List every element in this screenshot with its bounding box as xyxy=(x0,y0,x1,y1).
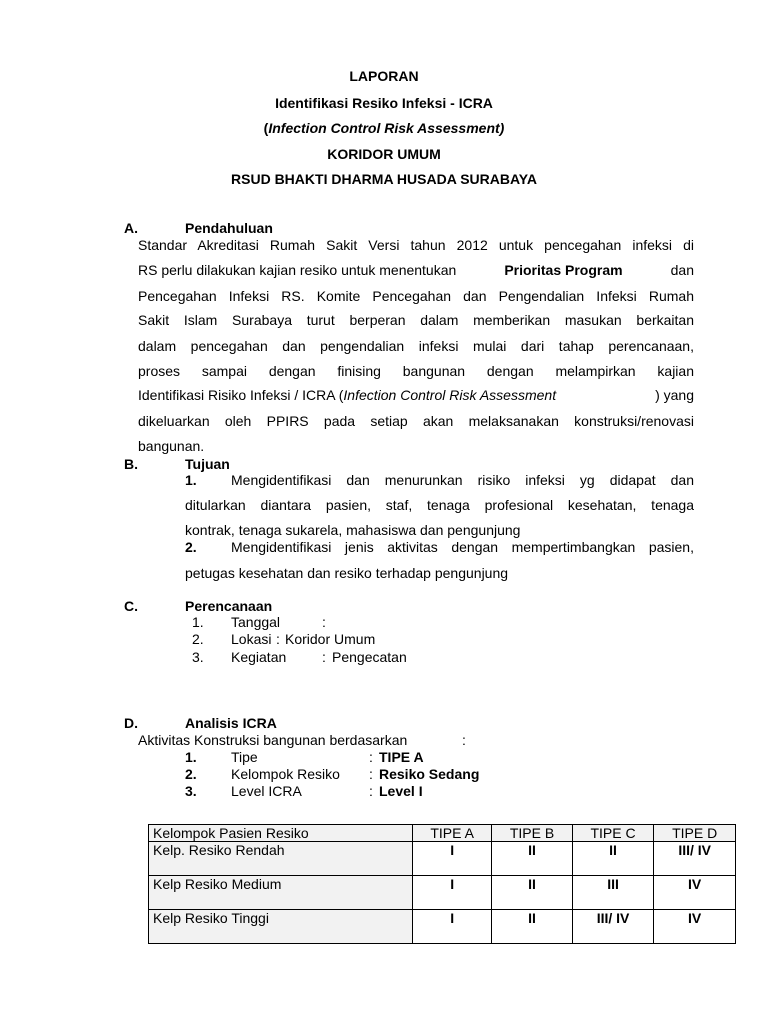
section-c-heading: Perencanaan xyxy=(185,598,273,614)
plan-1-separator: : xyxy=(322,614,326,630)
table-cell: I xyxy=(413,876,492,910)
table-cell: III/ IV xyxy=(572,910,654,944)
analysis-intro-separator: : xyxy=(462,732,466,748)
italic-phrase: Infection Control Risk Assessment xyxy=(343,387,557,403)
location-title: KORIDOR UMUM xyxy=(327,146,441,162)
plan-1-number: 1. xyxy=(192,614,204,630)
analysis-1-number: 1. xyxy=(185,749,197,765)
analysis-3-label: Level ICRA xyxy=(231,783,302,799)
table-cell: II xyxy=(492,910,572,944)
table-cell: III/ IV xyxy=(654,842,736,876)
section-a-letter: A. xyxy=(124,220,138,236)
plan-2-number: 2. xyxy=(192,631,204,647)
analysis-2-value: Resiko Sedang xyxy=(379,766,480,782)
tujuan-1-line-2: ditularkan diantara pasien, staf, tenaga profesional kesehatan, tenaga xyxy=(185,497,694,513)
section-d-heading: Analisis ICRA xyxy=(185,715,277,731)
table-cell: Kelp Resiko Tinggi xyxy=(149,910,413,944)
analysis-2-number: 2. xyxy=(185,766,197,782)
section-b-heading: Tujuan xyxy=(185,456,230,472)
table-cell: I xyxy=(413,910,492,944)
table-header-cell: TIPE A xyxy=(413,825,492,842)
subtitle-italic: Infection Control Risk Assessment) xyxy=(268,120,505,136)
plan-2-label: Lokasi xyxy=(231,631,272,647)
analysis-3-separator: : xyxy=(369,783,373,799)
section-d-letter: D. xyxy=(124,715,138,731)
table-row xyxy=(149,876,736,910)
analysis-3-number: 3. xyxy=(185,783,197,799)
table-row xyxy=(149,842,736,876)
table-header-cell: TIPE B xyxy=(492,825,572,842)
plan-2-value: Koridor Umum xyxy=(285,631,376,647)
table-cell: II xyxy=(572,842,654,876)
plan-2-separator: : xyxy=(276,631,280,647)
section-a-line-1: Standar Akreditasi Rumah Sakit Versi tahun 2012 untuk pencegahan infeksi di xyxy=(138,237,694,253)
table-cell: IV xyxy=(654,876,736,910)
analysis-intro: Aktivitas Konstruksi bangunan berdasarkan xyxy=(138,732,408,748)
table-header-cell: TIPE D xyxy=(654,825,736,842)
plan-3-separator: : xyxy=(322,649,326,665)
table-cell: IV xyxy=(654,910,736,944)
table-cell: II xyxy=(492,842,572,876)
plan-3-value: Pengecatan xyxy=(332,649,407,665)
tujuan-2-number: 2. xyxy=(185,539,197,555)
table-cell: III xyxy=(572,876,654,910)
section-a-line-3: Pencegahan Infeksi RS. Komite Pencegahan dan Pengendalian Infeksi Rumah xyxy=(138,288,694,304)
plan-3-number: 3. xyxy=(192,649,204,665)
bold-phrase: Prioritas Program xyxy=(504,262,623,278)
hospital-title: RSUD BHAKTI DHARMA HUSADA SURABAYA xyxy=(231,171,537,187)
tujuan-1-line-1: Mengidentifikasi dan menurunkan risiko infeksi yg didapat dan xyxy=(231,472,694,488)
section-a-line-2: RS perlu dilakukan kajian resiko untuk menentukan Prioritas Program dan xyxy=(138,262,694,278)
analysis-2-label: Kelompok Resiko xyxy=(231,766,340,782)
table-header-cell: TIPE C xyxy=(572,825,654,842)
tujuan-2-line-1: Mengidentifikasi jenis aktivitas dengan mempertimbangkan pasien, xyxy=(231,539,694,555)
section-a-line-4: Sakit Islam Surabaya turut berperan dalam memberikan masukan berkaitan xyxy=(138,312,694,328)
plan-3-label: Kegiatan xyxy=(231,649,287,665)
table-cell: I xyxy=(413,842,492,876)
plan-1-label: Tanggal xyxy=(231,614,281,630)
analysis-1-label: Tipe xyxy=(231,749,258,765)
tujuan-1-line-3: kontrak, tenaga sukarela, mahasiswa dan pengunjung xyxy=(185,522,521,538)
section-a-heading: Pendahuluan xyxy=(185,220,273,236)
analysis-3-value: Level I xyxy=(379,783,423,799)
tujuan-2-line-2: petugas kesehatan dan resiko terhadap pengunjung xyxy=(185,565,509,581)
section-a-line-8: dikeluarkan oleh PPIRS pada setiap akan melaksanakan konstruksi/renovasi xyxy=(138,413,694,429)
report-subtitle-english: (Infection Control Risk Assessment) xyxy=(263,120,505,136)
report-title: LAPORAN xyxy=(349,68,419,84)
section-c-letter: C. xyxy=(124,598,138,614)
analysis-1-separator: : xyxy=(369,749,373,765)
tujuan-1-number: 1. xyxy=(185,472,197,488)
analysis-1-value: TIPE A xyxy=(379,749,424,765)
table-row xyxy=(149,910,736,944)
section-b-letter: B. xyxy=(124,456,138,472)
section-a-line-7: Identifikasi Risiko Infeksi / ICRA (Infection Control Risk Assessment ) yang xyxy=(138,387,694,403)
report-subtitle: Identifikasi Resiko Infeksi - ICRA xyxy=(275,95,493,111)
table-header-row xyxy=(149,825,736,842)
section-a-line-6: proses sampai dengan finising bangunan dengan melampirkan kajian xyxy=(138,363,694,379)
section-a-line-9: bangunan. xyxy=(138,438,205,454)
table-cell: Kelp. Resiko Rendah xyxy=(149,842,413,876)
table-header-cell: Kelompok Pasien Resiko xyxy=(149,825,413,842)
table-cell: Kelp Resiko Medium xyxy=(149,876,413,910)
table-cell: II xyxy=(492,876,572,910)
analysis-2-separator: : xyxy=(369,766,373,782)
icra-matrix-table xyxy=(148,824,736,944)
section-a-line-5: dalam pencegahan dan pengendalian infeksi mulai dari tahap perencanaan, xyxy=(138,338,694,354)
